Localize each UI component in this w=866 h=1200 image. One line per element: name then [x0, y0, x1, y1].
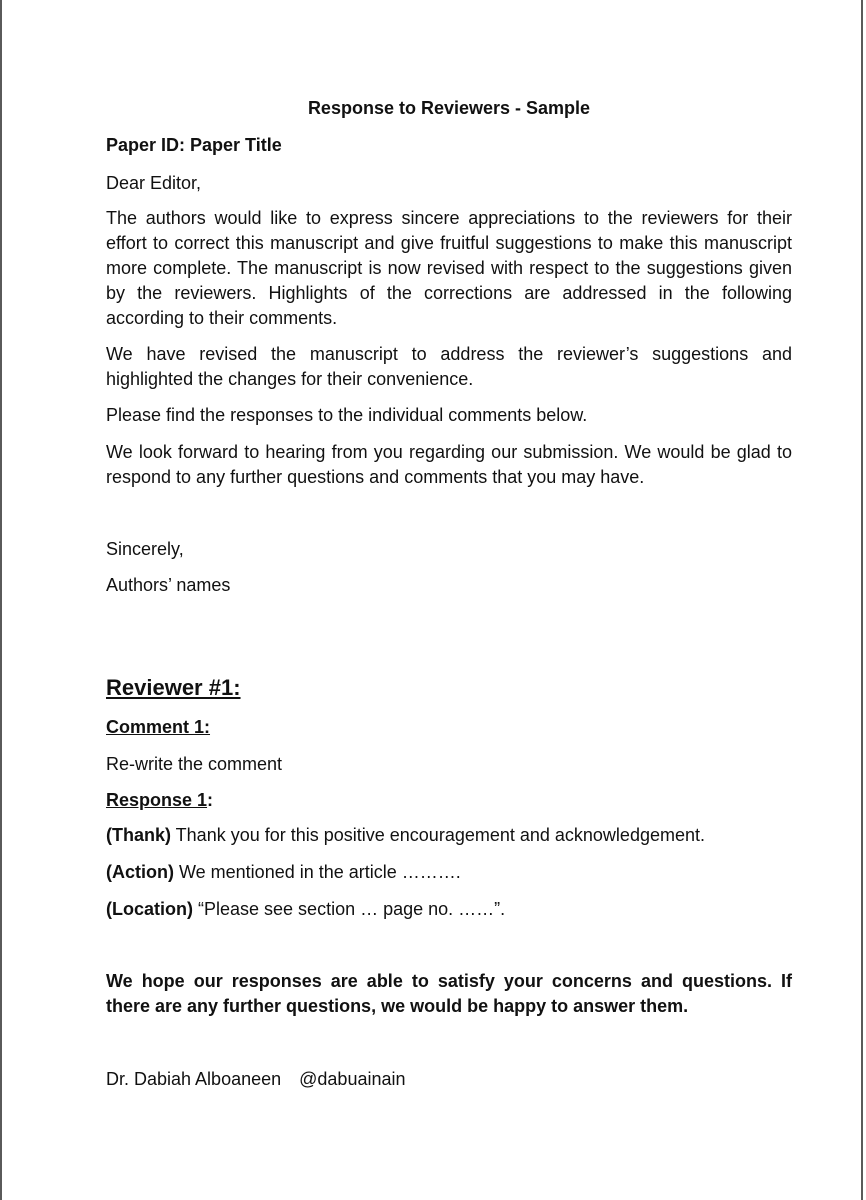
page-edge-left	[0, 0, 2, 1200]
response-item-action	[106, 860, 792, 885]
paragraph-appreciation: The authors would like to express sincere appreciations to the reviewers for their effort to correct this manuscript and give fruitful suggestions to make this manuscript more complete. The manuscript is now revised with respect to the suggestions given by the reviewers. Highlights of the corrections are addressed in the following according to their comments.	[106, 208, 792, 328]
paragraph-look-forward: We look forward to hearing from you regarding our submission. We would be glad to respond to any further questions and comments that you may have.	[106, 442, 792, 487]
authors-names: Authors’ names	[106, 575, 231, 595]
paragraph-find-responses: Please find the responses to the individual comments below.	[106, 405, 588, 425]
paper-id: Paper ID: Paper Title	[106, 135, 282, 155]
response-label: Response 1	[106, 790, 208, 810]
document-title: Response to Reviewers - Sample	[307, 98, 591, 118]
response-tag: (Location)	[106, 899, 193, 919]
comment-text: Re-write the comment	[106, 754, 283, 774]
response-item-thank	[106, 823, 792, 848]
paragraph-revisions: We have revised the manuscript to address the reviewer’s suggestions and highlighted the changes for their convenience.	[106, 344, 792, 389]
closing-statement: We hope our responses are able to satisfy your concerns and questions. If there are any further questions, we would be happy to answer them.	[106, 971, 792, 1016]
response-label-line	[106, 788, 792, 813]
page-edge-right	[861, 0, 863, 1200]
signature-line	[106, 1067, 792, 1092]
signoff: Sincerely,	[106, 539, 184, 559]
response-colon: :	[207, 790, 214, 810]
response-item-location	[106, 897, 792, 922]
signature-handle: @dabuainain	[299, 1069, 406, 1089]
salutation: Dear Editor,	[106, 173, 202, 193]
response-text: We mentioned in the article ……….	[173, 862, 461, 882]
signature-name: Dr. Dabiah Alboaneen	[106, 1069, 282, 1089]
response-text: Thank you for this positive encouragement and acknowledgement.	[171, 825, 705, 845]
reviewer-heading: Reviewer #1:	[106, 675, 241, 700]
response-tag: (Action)	[106, 862, 174, 882]
response-text: “Please see section … page no. ……”.	[193, 899, 506, 919]
response-tag: (Thank)	[106, 825, 171, 845]
comment-label: Comment 1:	[106, 717, 211, 737]
